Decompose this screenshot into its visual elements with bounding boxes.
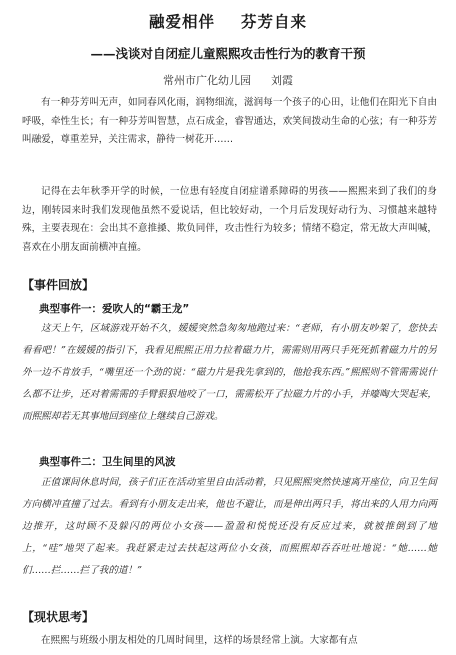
title-right: 芬芳自来 [241,13,308,31]
byline [0,72,456,88]
case-2-text: 正值课间休息时间，孩子们正在活动室里自由活动着，只见熙熙突然快速离开座位，向卫生间方向横冲直撞了过去。看到有小朋友走出来，他也不避让，而是伸出两只手，将出来的人用力向两边推开，这时顾不及躲闪的两位小女孩——盈盈和悦悦还没有反应过来，就被推倒到了地上，“哇”地哭了起来。我赶紧走过去扶起这两位小女孩，而熙熙却吞吞吐吐地说：“她……她们……拦……拦了我的道！” [22,477,437,576]
case-1-text: 这天上午，区域游戏开始不久，媛媛突然急匆匆地跑过来：“老师，有小朋友吵架了，您快去看看吧！”在媛媛的指引下，我看见熙熙正用力拉着磁力片，需需则用两只手死死抓着磁力片的另外一边不肯放手，“嘴里还一个劲的说：“磁力片是我先拿到的，他抢我东西。”熙熙则不管需需说什么都不让步，还对着需需的手臂狠狠地咬了一口，需需松开了拉磁力片的小手，并嚎啕大哭起来，而熙熙却若无其事地回到座位上继续自己游戏。 [22,323,437,422]
section-heading-case-review: 【事件回放】 [22,278,95,292]
document-title [0,10,456,32]
school-name: 常州市广化幼儿园 [163,74,251,87]
case-1-title: 典型事件一：爱吹人的“霸王龙” [39,303,190,315]
title-left: 融爱相伴 [148,13,215,31]
author-name: 刘霞 [271,74,293,87]
document-subtitle: ——浅谈对自闭症儿童熙熙攻击性行为的教育干预 [90,46,366,61]
reflection-paragraph: 在熙熙与班级小朋友相处的几周时间里，这样的场景经常上演。大家都有点 [41,635,358,646]
intro-paragraph-1: 有一种芬芳叫无声，如同春风化雨，润物细流，滋润每一个孩子的心田，让他们在阳光下自由呼吸，牵性生长；有一种芬芳叫智慧，点石成金，睿智通达，欢笑间拨动生命的心弦；有一种芬芳叫融爱，尊重差异，关注需求，静待一树花开…… [22,97,437,146]
case-2-title: 典型事件二：卫生间里的风波 [39,456,176,468]
intro-paragraph-2: 记得在去年秋季开学的时候，一位患有轻度自闭症谱系障碍的男孩——熙熙来到了我们的身边，刚转园来时我们发现他虽然不爱说话，但比较好动，一个月后发现好动行为、习惯越来越特殊，主要表现在：会出其不意推搡、欺负同伴，攻击性行为较多；情绪不稳定，常无故大声叫喊，喜欢在小朋友面前横冲直撞。 [22,186,437,253]
section-heading-reflection: 【现状思考】 [22,610,95,624]
